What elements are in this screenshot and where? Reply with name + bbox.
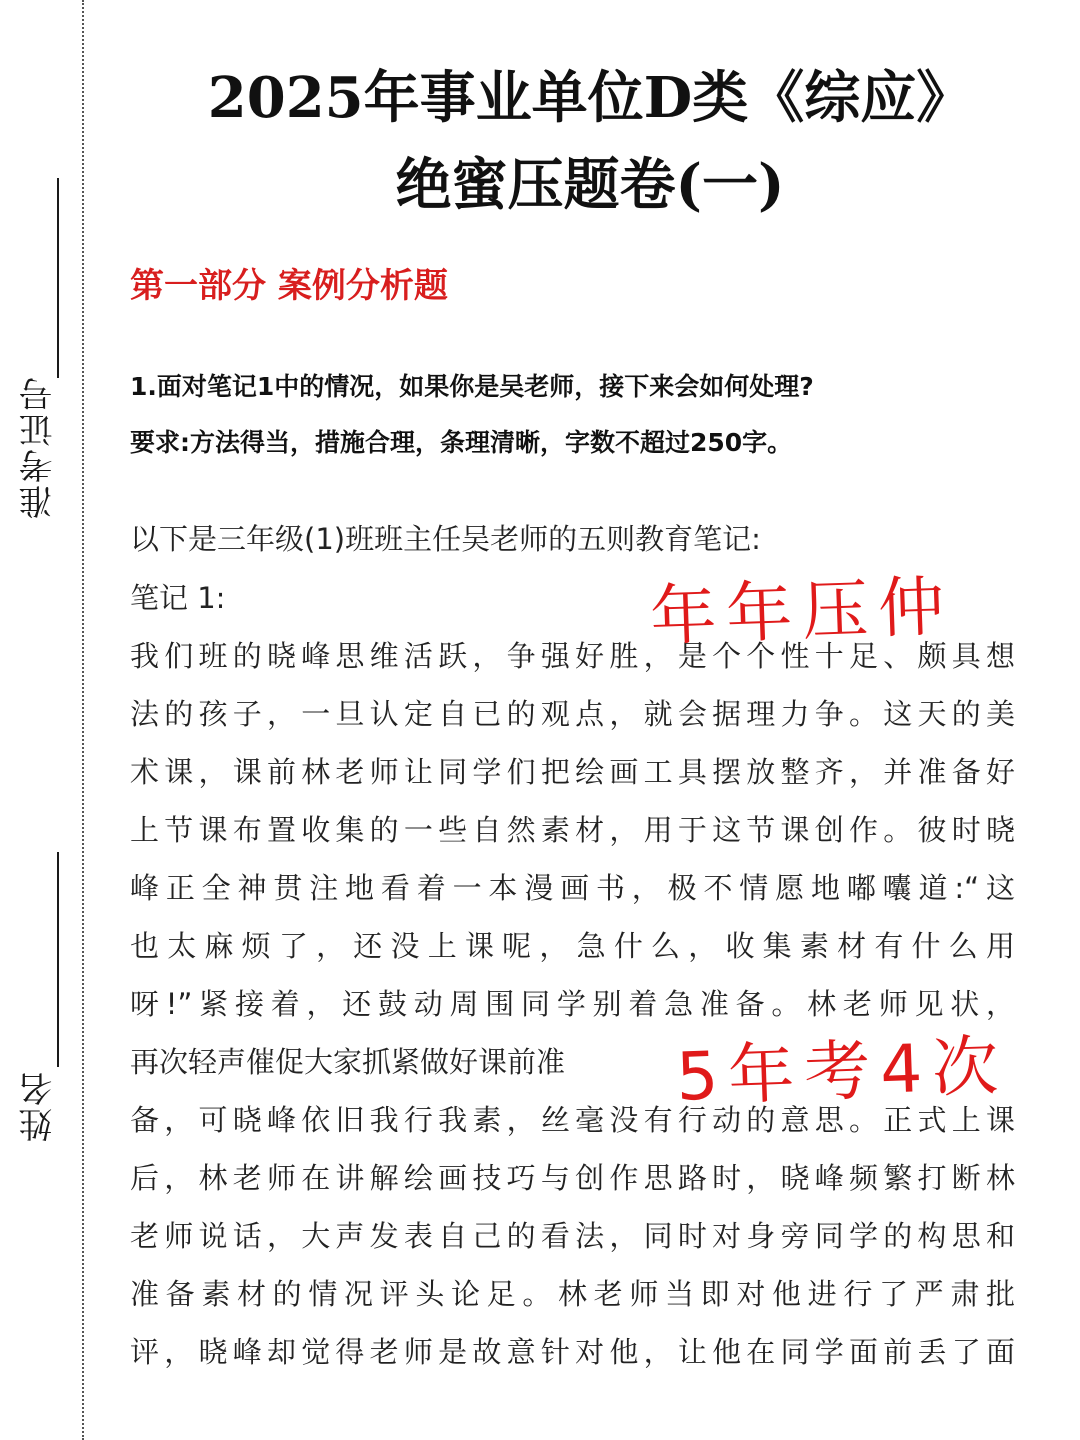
- passage-line: 峰正全神贯注地看着一本漫画书，极不情愿地嘟囔道:“这: [130, 871, 1015, 905]
- title-line-1: 2025年事业单位D类《综应》: [207, 65, 973, 131]
- binding-dotted-line: [82, 0, 84, 1440]
- question-line-1: 1.面对笔记1中的情况，如果你是吴老师，接下来会如何处理?: [130, 372, 814, 401]
- annotation-stamp-frequency: 5年考4次: [674, 1027, 1010, 1116]
- passage-line: 我们班的晓峰思维活跃，争强好胜，是个个性十足、颇具想: [130, 639, 1015, 673]
- name-label: 姓名: [19, 1070, 59, 1142]
- annotation-stamp-yearly: 年年压仲: [648, 567, 956, 656]
- section-heading: 第一部分 案例分析题: [130, 266, 448, 306]
- passage-line: 呀!”紧接着，还鼓动周围同学别着急准备。林老师见状，: [130, 987, 1015, 1021]
- passage-line: 也太麻烦了，还没上课呢，急什么，收集素材有什么用: [130, 929, 1015, 963]
- passage-line: 准备素材的情况评头论足。林老师当即对他进行了严肃批: [130, 1277, 1015, 1311]
- passage-line: 老师说话，大声发表自己的看法，同时对身旁同学的构思和: [130, 1219, 1015, 1253]
- exam-id-label: 准考证号: [19, 375, 59, 519]
- passage-line: 后，林老师在讲解绘画技巧与创作思路时，晓峰频繁打断林: [130, 1161, 1015, 1195]
- exam-id-underline: [57, 178, 59, 378]
- passage-line: 评，晓峰却觉得老师是故意针对他，让他在同学面前丢了面: [130, 1335, 1015, 1369]
- title-line-2: 绝蜜压题卷(一): [395, 152, 785, 218]
- question-requirement: 要求:方法得当，措施合理，条理清晰，字数不超过250字。: [130, 428, 793, 457]
- passage-line: 法的孩子，一旦认定自已的观点，就会据理力争。这天的美: [130, 697, 1015, 731]
- name-underline: [57, 852, 59, 1067]
- passage-line: 上节课布置收集的一些自然素材，用于这节课创作。彼时晓: [130, 813, 1015, 847]
- passage-line: 再次轻声催促大家抓紧做好课前准: [130, 1045, 566, 1079]
- passage-intro: 以下是三年级(1)班班主任吴老师的五则教育笔记:: [130, 522, 761, 556]
- passage-line: 术课，课前林老师让同学们把绘画工具摆放整齐，并准备好: [130, 755, 1015, 789]
- note-label: 笔记 1:: [130, 581, 226, 615]
- passage-line: 备，可晓峰依旧我行我素，丝毫没有行动的意思。正式上课: [130, 1103, 1015, 1137]
